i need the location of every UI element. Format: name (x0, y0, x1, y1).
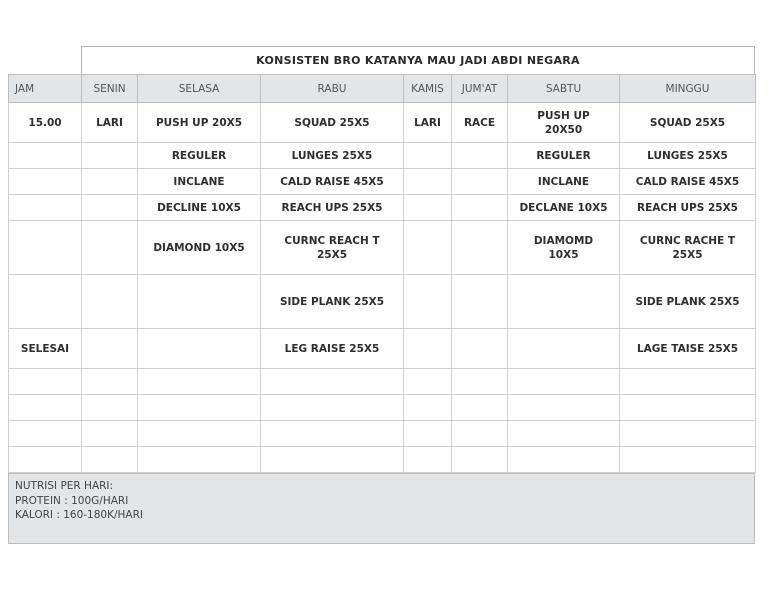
header-rabu: RABU (261, 75, 404, 103)
table-cell (261, 369, 404, 395)
table-cell (82, 329, 138, 369)
table-cell (138, 395, 261, 421)
table-cell (138, 421, 261, 447)
table-cell (620, 421, 756, 447)
table-cell: SQUAD 25X5 (261, 103, 404, 143)
table-cell: LEG RAISE 25X5 (261, 329, 404, 369)
table-cell (404, 447, 452, 473)
table-cell: LARI (404, 103, 452, 143)
header-selasa: SELASA (138, 75, 261, 103)
table-cell (9, 221, 82, 275)
table-row (9, 221, 756, 275)
table-cell (404, 329, 452, 369)
table-cell: 15.00 (9, 103, 82, 143)
table-cell: INCLANE (508, 169, 620, 195)
table-cell (508, 421, 620, 447)
table-cell (452, 329, 508, 369)
table-cell: REGULER (508, 143, 620, 169)
protein-line: PROTEIN : 100G/HARI (15, 494, 129, 507)
table-cell: REGULER (138, 143, 261, 169)
table-cell (138, 329, 261, 369)
table-cell (82, 169, 138, 195)
table-cell: INCLANE (138, 169, 261, 195)
table-cell (9, 447, 82, 473)
table-row (9, 369, 756, 395)
table-cell: CURNC REACH T 25X5 (261, 221, 404, 275)
table-cell (82, 221, 138, 275)
table-cell (82, 369, 138, 395)
table-row (9, 421, 756, 447)
table-cell (138, 447, 261, 473)
table-cell (82, 275, 138, 329)
table-cell: CALD RAISE 45X5 (620, 169, 756, 195)
calorie-line: KALORI : 160-180K/HARI (15, 509, 143, 521)
table-row (9, 143, 756, 169)
table-cell: RACE (452, 103, 508, 143)
schedule-title: KONSISTEN BRO KATANYA MAU JADI ABDI NEGARA (81, 46, 755, 74)
table-cell (404, 143, 452, 169)
table-cell (261, 447, 404, 473)
table-cell: SELESAI (9, 329, 82, 369)
table-cell (452, 195, 508, 221)
header-kamis: KAMIS (404, 75, 452, 103)
table-row (9, 329, 756, 369)
table-row (9, 103, 756, 143)
table-cell (452, 169, 508, 195)
table-cell (620, 369, 756, 395)
header-minggu: MINGGU (620, 75, 756, 103)
table-cell (404, 369, 452, 395)
header-senin: SENIN (82, 75, 138, 103)
table-cell (620, 447, 756, 473)
table-cell: CALD RAISE 45X5 (261, 169, 404, 195)
table-cell (138, 275, 261, 329)
table-cell: SIDE PLANK 25X5 (620, 275, 756, 329)
table-cell (452, 369, 508, 395)
table-row (9, 169, 756, 195)
table-cell: SIDE PLANK 25X5 (261, 275, 404, 329)
table-cell: SQUAD 25X5 (620, 103, 756, 143)
header-sabtu: SABTU (508, 75, 620, 103)
table-cell (82, 421, 138, 447)
table-cell: PUSH UP 20X50 (508, 103, 620, 143)
nutrition-heading: NUTRISI PER HARI: (15, 480, 114, 492)
table-cell: LAGE TAISE 25X5 (620, 329, 756, 369)
table-cell: DECLINE 10X5 (138, 195, 261, 221)
table-cell (261, 395, 404, 421)
table-cell (508, 447, 620, 473)
table-cell: LUNGES 25X5 (261, 143, 404, 169)
table-cell: LUNGES 25X5 (620, 143, 756, 169)
table-cell (508, 275, 620, 329)
table-cell: DECLANE 10X5 (508, 195, 620, 221)
table-cell (452, 421, 508, 447)
table-cell: REACH UPS 25X5 (261, 195, 404, 221)
table-cell (82, 143, 138, 169)
table-cell (452, 447, 508, 473)
table-cell (404, 221, 452, 275)
table-cell (404, 395, 452, 421)
table-row (9, 275, 756, 329)
table-cell (82, 447, 138, 473)
table-cell: PUSH UP 20X5 (138, 103, 261, 143)
table-cell (452, 275, 508, 329)
table-cell (9, 369, 82, 395)
table-cell: LARI (82, 103, 138, 143)
table-cell (9, 275, 82, 329)
table-cell (620, 395, 756, 421)
table-cell (404, 275, 452, 329)
table-cell (404, 195, 452, 221)
nutrition-notes (8, 473, 755, 544)
table-cell (9, 195, 82, 221)
header-jam: JAM (9, 75, 82, 103)
table-cell (404, 421, 452, 447)
table-cell (9, 421, 82, 447)
table-row (9, 447, 756, 473)
table-row (9, 195, 756, 221)
table-cell (452, 143, 508, 169)
table-cell (508, 329, 620, 369)
table-cell: REACH UPS 25X5 (620, 195, 756, 221)
table-cell: DIAMOND 10X5 (138, 221, 261, 275)
table-cell: CURNC RACHE T 25X5 (620, 221, 756, 275)
header-jumat: JUM'AT (452, 75, 508, 103)
table-cell (261, 421, 404, 447)
table-cell: DIAMOMD 10X5 (508, 221, 620, 275)
table-row (9, 395, 756, 421)
table-cell (138, 369, 261, 395)
table-cell (452, 221, 508, 275)
table-cell (9, 395, 82, 421)
table-cell (508, 395, 620, 421)
table-cell (404, 169, 452, 195)
header-row (9, 75, 756, 103)
table-cell (452, 395, 508, 421)
table-cell (9, 169, 82, 195)
table-cell (9, 143, 82, 169)
table-cell (82, 395, 138, 421)
table-cell (508, 369, 620, 395)
schedule-table (8, 74, 756, 473)
table-cell (82, 195, 138, 221)
